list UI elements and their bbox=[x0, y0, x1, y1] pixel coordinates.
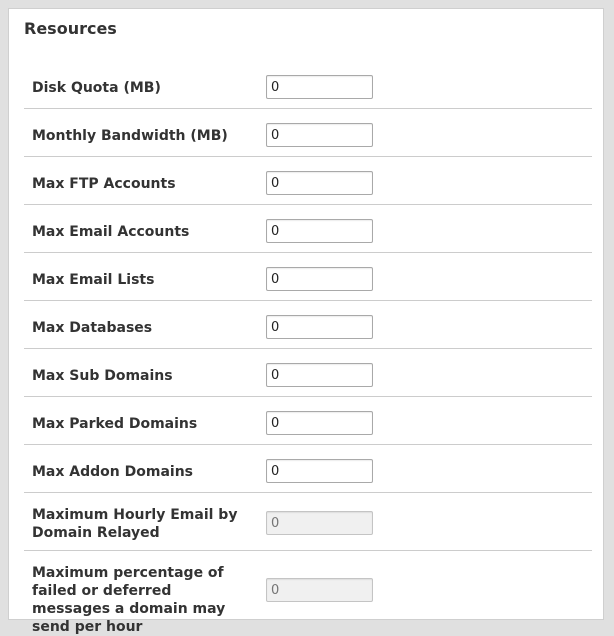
row-max-email-accounts bbox=[24, 205, 592, 253]
panel-title: Resources bbox=[24, 19, 117, 38]
max-parked-domains-label: Max Parked Domains bbox=[32, 416, 198, 432]
max-ftp-accounts-input[interactable] bbox=[266, 171, 373, 195]
resources-list bbox=[24, 61, 592, 635]
max-email-accounts-input[interactable] bbox=[266, 219, 373, 243]
row-max-databases bbox=[24, 301, 592, 349]
row-max-ftp-accounts bbox=[24, 157, 592, 205]
row-max-addon-domains bbox=[24, 445, 592, 493]
max-failed-deferred-percentage-label: Maximum percentage of failed or deferred messages a domain may send per hour bbox=[32, 565, 226, 635]
max-hourly-email-relayed-input bbox=[266, 511, 373, 535]
row-max-failed-deferred-percentage bbox=[24, 551, 592, 635]
max-hourly-email-relayed-label: Maximum Hourly Email by Domain Relayed bbox=[32, 507, 238, 541]
max-databases-input[interactable] bbox=[266, 315, 373, 339]
row-monthly-bandwidth bbox=[24, 109, 592, 157]
max-ftp-accounts-label: Max FTP Accounts bbox=[32, 176, 176, 192]
row-max-hourly-email-relayed bbox=[24, 493, 592, 551]
row-disk-quota bbox=[24, 61, 592, 109]
disk-quota-label: Disk Quota (MB) bbox=[32, 80, 161, 96]
monthly-bandwidth-label: Monthly Bandwidth (MB) bbox=[32, 128, 228, 144]
max-addon-domains-label: Max Addon Domains bbox=[32, 464, 193, 480]
max-parked-domains-input[interactable] bbox=[266, 411, 373, 435]
max-email-lists-label: Max Email Lists bbox=[32, 272, 155, 288]
max-email-lists-input[interactable] bbox=[266, 267, 373, 291]
row-max-email-lists bbox=[24, 253, 592, 301]
max-failed-deferred-percentage-input bbox=[266, 578, 373, 602]
row-max-parked-domains bbox=[24, 397, 592, 445]
monthly-bandwidth-input[interactable] bbox=[266, 123, 373, 147]
disk-quota-input[interactable] bbox=[266, 75, 373, 99]
max-email-accounts-label: Max Email Accounts bbox=[32, 224, 190, 240]
max-databases-label: Max Databases bbox=[32, 320, 153, 336]
resources-panel bbox=[8, 8, 604, 635]
max-addon-domains-input[interactable] bbox=[266, 459, 373, 483]
max-sub-domains-input[interactable] bbox=[266, 363, 373, 387]
row-max-sub-domains bbox=[24, 349, 592, 397]
max-sub-domains-label: Max Sub Domains bbox=[32, 368, 173, 384]
